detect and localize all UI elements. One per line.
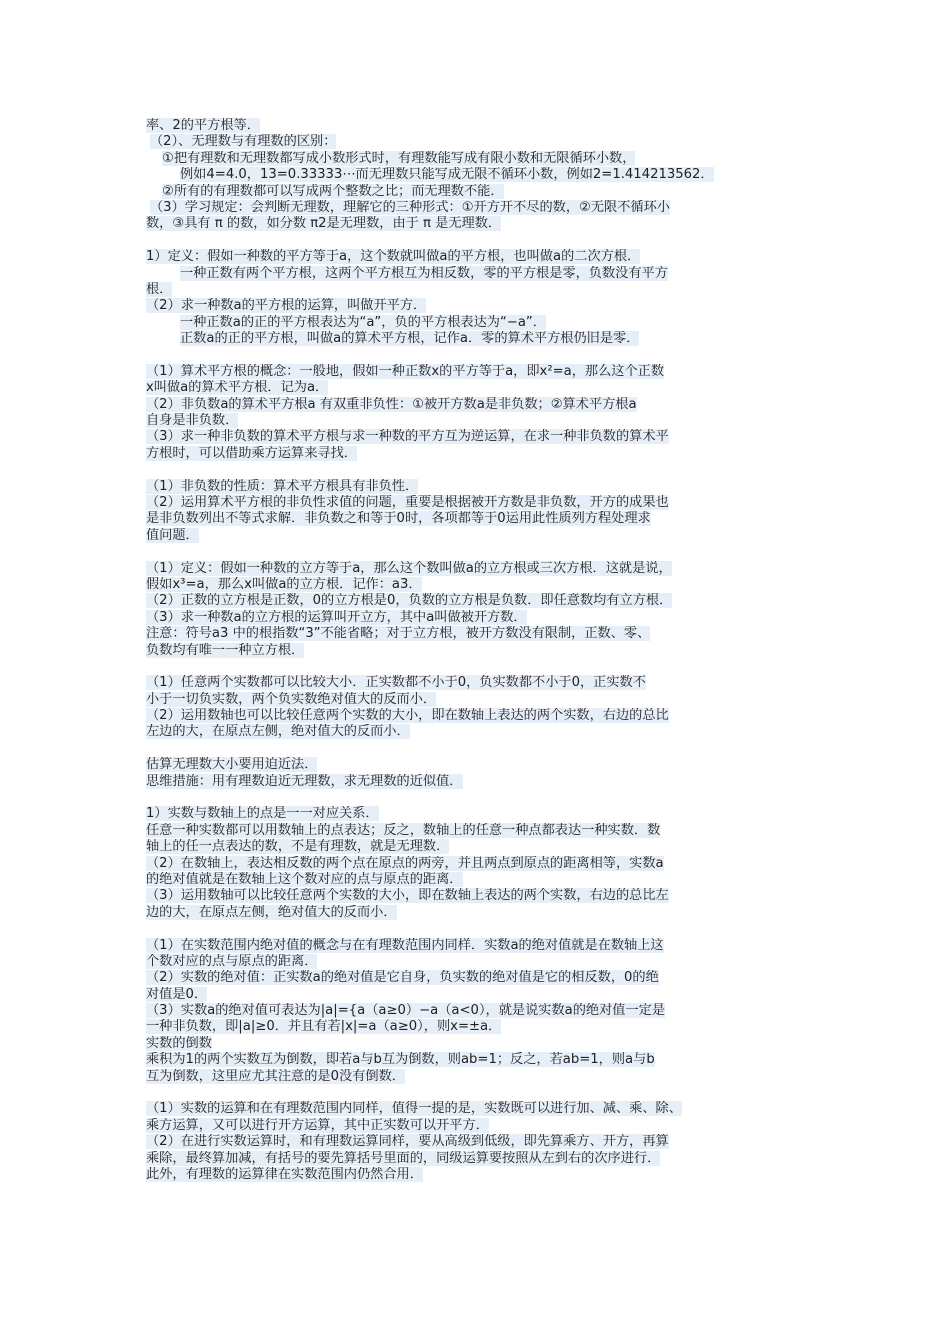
text-line bbox=[146, 872, 814, 888]
line-text: 乘除，最终算加减，有括号的要先算括号里面的，同级运算要按照从左到右的次序进行． bbox=[146, 1150, 661, 1166]
text-line bbox=[146, 675, 814, 691]
text-line bbox=[146, 757, 814, 773]
paragraph-gap bbox=[146, 544, 814, 560]
line-text: 个数对应的点与原点的距离． bbox=[146, 953, 318, 969]
paragraph-gap bbox=[146, 233, 814, 249]
line-text: 是非负数列出不等式求解．非负数之和等于0时，各项都等于0运用此性质列方程处理求 bbox=[146, 511, 651, 527]
text-line bbox=[146, 479, 814, 495]
text-line bbox=[146, 511, 814, 527]
paragraph-gap bbox=[146, 462, 814, 478]
text-line bbox=[146, 167, 814, 183]
line-text: 一种非负数，即|a|≥0．并且有若|x|=a（a≥0），则x=±a． bbox=[146, 1019, 502, 1035]
text-line bbox=[146, 1036, 814, 1052]
text-line bbox=[146, 938, 814, 954]
line-text: （2）正数的立方根是正数，0的立方根是0，负数的立方根是负数．即任意数均有立方根． bbox=[146, 593, 673, 609]
paragraph bbox=[146, 479, 814, 545]
text-line bbox=[146, 134, 814, 150]
text-line bbox=[146, 1167, 814, 1183]
text-line bbox=[146, 987, 814, 1003]
text-line bbox=[146, 249, 814, 265]
text-line bbox=[146, 1003, 814, 1019]
text-line bbox=[146, 806, 814, 822]
paragraph bbox=[146, 118, 814, 233]
text-line bbox=[146, 151, 814, 167]
line-text: ②所有的有理数都可以写成两个整数之比；而无理数不能． bbox=[162, 183, 504, 199]
text-line bbox=[146, 823, 814, 839]
text-line bbox=[146, 1101, 814, 1117]
line-text: （1）定义：假如一种数的立方等于a，那么这个数叫做a的立方根或三次方根．这就是说， bbox=[146, 560, 672, 576]
text-line bbox=[146, 577, 814, 593]
text-line bbox=[146, 626, 814, 642]
text-line bbox=[146, 856, 814, 872]
text-line bbox=[146, 446, 814, 462]
paragraph bbox=[146, 249, 814, 347]
text-line bbox=[146, 331, 814, 347]
line-text: （1）在实数范围内绝对值的概念与在有理数范围内同样．实数a的绝对值就是在数轴上这 bbox=[146, 937, 664, 953]
paragraph-gap bbox=[146, 1085, 814, 1101]
text-line bbox=[146, 528, 814, 544]
line-text: 思维措施：用有理数迫近无理数，求无理数的近似值． bbox=[146, 773, 463, 789]
text-line bbox=[146, 429, 814, 445]
paragraph-gap bbox=[146, 741, 814, 757]
paragraph bbox=[146, 1101, 814, 1183]
paragraph bbox=[146, 938, 814, 1086]
text-line bbox=[146, 970, 814, 986]
text-line bbox=[146, 905, 814, 921]
text-line bbox=[146, 1069, 814, 1085]
text-line bbox=[146, 200, 814, 216]
line-text: 负数均有唯一一种立方根． bbox=[146, 642, 305, 658]
paragraph-gap bbox=[146, 921, 814, 937]
line-text: 对值是0． bbox=[146, 986, 208, 1002]
text-line bbox=[146, 708, 814, 724]
line-text: （3）求一种数a的立方根的运算叫开立方，其中a叫做被开方数． bbox=[146, 609, 527, 625]
line-text: 自身是非负数． bbox=[146, 413, 239, 429]
line-text: 值问题． bbox=[146, 527, 199, 543]
line-text: （3）实数a的绝对值可表达为|a|={a（a≥0）−a（a<0），就是说实数a的绝对值一定是 bbox=[146, 1003, 666, 1019]
text-line bbox=[146, 282, 814, 298]
text-line bbox=[146, 266, 814, 282]
line-text: （2）运用算术平方根的非负性求值的问题，重要是根据被开方数是非负数，开方的成果也 bbox=[146, 494, 669, 510]
line-text: 一种正数a的正的平方根表达为“a”，负的平方根表达为“−a”． bbox=[180, 314, 546, 330]
line-text: 1）实数与数轴上的点是一一对应关系． bbox=[146, 806, 379, 822]
text-line bbox=[146, 839, 814, 855]
text-line bbox=[146, 397, 814, 413]
line-text: 任意一种实数都可以用数轴上的点表达；反之，数轴上的任意一种点都表达一种实数．数 bbox=[146, 822, 661, 838]
text-line bbox=[146, 692, 814, 708]
text-line bbox=[146, 774, 814, 790]
line-text: （3）学习规定：会判断无理数，理解它的三种形式：①开方开不尽的数，②无限不循环小 bbox=[150, 199, 670, 215]
line-text: 乘方运算，又可以进行开方运算，其中正实数可以开平方． bbox=[146, 1117, 489, 1133]
text-line bbox=[146, 298, 814, 314]
line-text: 注意：符号a3 中的根指数“3”不能省略；对于立方根，被开方数没有限制，正数、零、 bbox=[146, 626, 651, 642]
line-text: 轴上的任一点表达的数，不是有理数，就是无理数． bbox=[146, 839, 450, 855]
line-text: 的绝对值就是在数轴上这个数对应的点与原点的距离． bbox=[146, 871, 463, 887]
line-text: x叫做a的算术平方根．记为a． bbox=[146, 380, 329, 396]
text-line bbox=[146, 413, 814, 429]
line-text: 边的大，在原点左侧，绝对值大的反而小． bbox=[146, 904, 397, 920]
line-text: （2）求一种数a的平方根的运算，叫做开平方． bbox=[146, 298, 427, 314]
line-text: 数，③具有 π 的数，如分数 π2是无理数，由于 π 是无理数． bbox=[146, 216, 502, 232]
line-text: （1）任意两个实数都可以比较大小．正实数都不小于0，负实数都不小于0，正实数不 bbox=[146, 675, 646, 691]
paragraph-gap bbox=[146, 790, 814, 806]
paragraph-gap bbox=[146, 659, 814, 675]
text-line bbox=[146, 216, 814, 232]
text-line bbox=[146, 561, 814, 577]
line-text: （3）运用数轴可以比较任意两个实数的大小，即在数轴上表达的两个实数，右边的总比左 bbox=[146, 888, 669, 904]
paragraph bbox=[146, 561, 814, 659]
text-line bbox=[146, 1019, 814, 1035]
text-line bbox=[146, 1118, 814, 1134]
document-body bbox=[146, 118, 814, 1183]
text-line bbox=[146, 1134, 814, 1150]
text-line bbox=[146, 888, 814, 904]
text-line bbox=[146, 315, 814, 331]
line-text: 互为倒数，这里应尤其注意的是0没有倒数． bbox=[146, 1068, 405, 1084]
text-line bbox=[146, 724, 814, 740]
line-text: 率、2的平方根等． bbox=[146, 118, 260, 133]
line-text: （2）、无理数与有理数的区别： bbox=[150, 134, 337, 150]
text-line bbox=[146, 610, 814, 626]
line-text: 一种正数有两个平方根，这两个平方根互为相反数，零的平方根是零，负数没有平方 bbox=[180, 265, 668, 281]
line-text: ①把有理数和无理数都写成小数形式时，有理数能写成有限小数和无限循环小数， bbox=[162, 150, 636, 166]
line-text: 估算无理数大小要用迫近法． bbox=[146, 757, 318, 773]
line-text: 1）定义：假如一种数的平方等于a，这个数就叫做a的平方根，也叫做a的二次方根． bbox=[146, 249, 641, 265]
line-text: 方根时，可以借助乘方运算来寻找． bbox=[146, 445, 357, 461]
line-text: （2）实数的绝对值：正实数a的绝对值是它自身，负实数的绝对值是它的相反数，0的绝 bbox=[146, 970, 659, 986]
line-text: 正数a的正的平方根，叫做a的算术平方根，记作a．零的算术平方根仍旧是零． bbox=[180, 331, 640, 347]
line-text: （1）算术平方根的概念：一般地，假如一种正数x的平方等于a，即x²=a，那么这个正数 bbox=[146, 363, 665, 379]
line-text: 实数的倒数 bbox=[146, 1035, 212, 1051]
line-text: 例如4=4.0，13=0.33333⋯而无理数只能写成无限不循环小数，例如2=1.414213562． bbox=[180, 167, 714, 183]
line-text: （2）非负数a的算术平方根a 有双重非负性：①被开方数a是非负数；②算术平方根a bbox=[146, 396, 637, 412]
line-text: （2）在数轴上，表达相反数的两个点在原点的两旁，并且两点到原点的距离相等，实数a bbox=[146, 855, 664, 871]
text-line bbox=[146, 380, 814, 396]
paragraph bbox=[146, 364, 814, 462]
line-text: （2）在进行实数运算时，和有理数运算同样，要从高级到低级，即先算乘方、开方，再算 bbox=[146, 1134, 669, 1150]
paragraph-gap bbox=[146, 347, 814, 363]
text-line bbox=[146, 593, 814, 609]
line-text: （2）运用数轴也可以比较任意两个实数的大小，即在数轴上表达的两个实数，右边的总比 bbox=[146, 708, 669, 724]
line-text: 小于一切负实数，两个负实数绝对值大的反而小． bbox=[146, 691, 437, 707]
paragraph bbox=[146, 675, 814, 741]
line-text: （1）实数的运算和在有理数范围内同样，值得一提的是，实数既可以进行加、减、乘、除、 bbox=[146, 1101, 682, 1117]
paragraph bbox=[146, 806, 814, 921]
line-text: （3）求一种非负数的算术平方根与求一种数的平方互为逆运算，在求一种非负数的算术平 bbox=[146, 429, 669, 445]
line-text: （1）非负数的性质：算术平方根具有非负性． bbox=[146, 478, 419, 494]
text-line bbox=[146, 495, 814, 511]
line-text: 此外，有理数的运算律在实数范围内仍然合用． bbox=[146, 1167, 423, 1182]
text-line bbox=[146, 643, 814, 659]
text-line bbox=[146, 1052, 814, 1068]
line-text: 乘积为1的两个实数互为倒数，即若a与b互为倒数，则ab=1；反之，若ab=1，则a与b bbox=[146, 1052, 655, 1068]
text-line bbox=[146, 1151, 814, 1167]
text-line bbox=[146, 954, 814, 970]
text-line bbox=[146, 364, 814, 380]
line-text: 根． bbox=[146, 281, 173, 297]
text-line bbox=[146, 184, 814, 200]
text-line bbox=[146, 118, 814, 134]
line-text: 左边的大，在原点左侧，绝对值大的反而小． bbox=[146, 724, 410, 740]
paragraph bbox=[146, 757, 814, 790]
line-text: 假如x³=a，那么x叫做a的立方根．记作：a3． bbox=[146, 576, 422, 592]
